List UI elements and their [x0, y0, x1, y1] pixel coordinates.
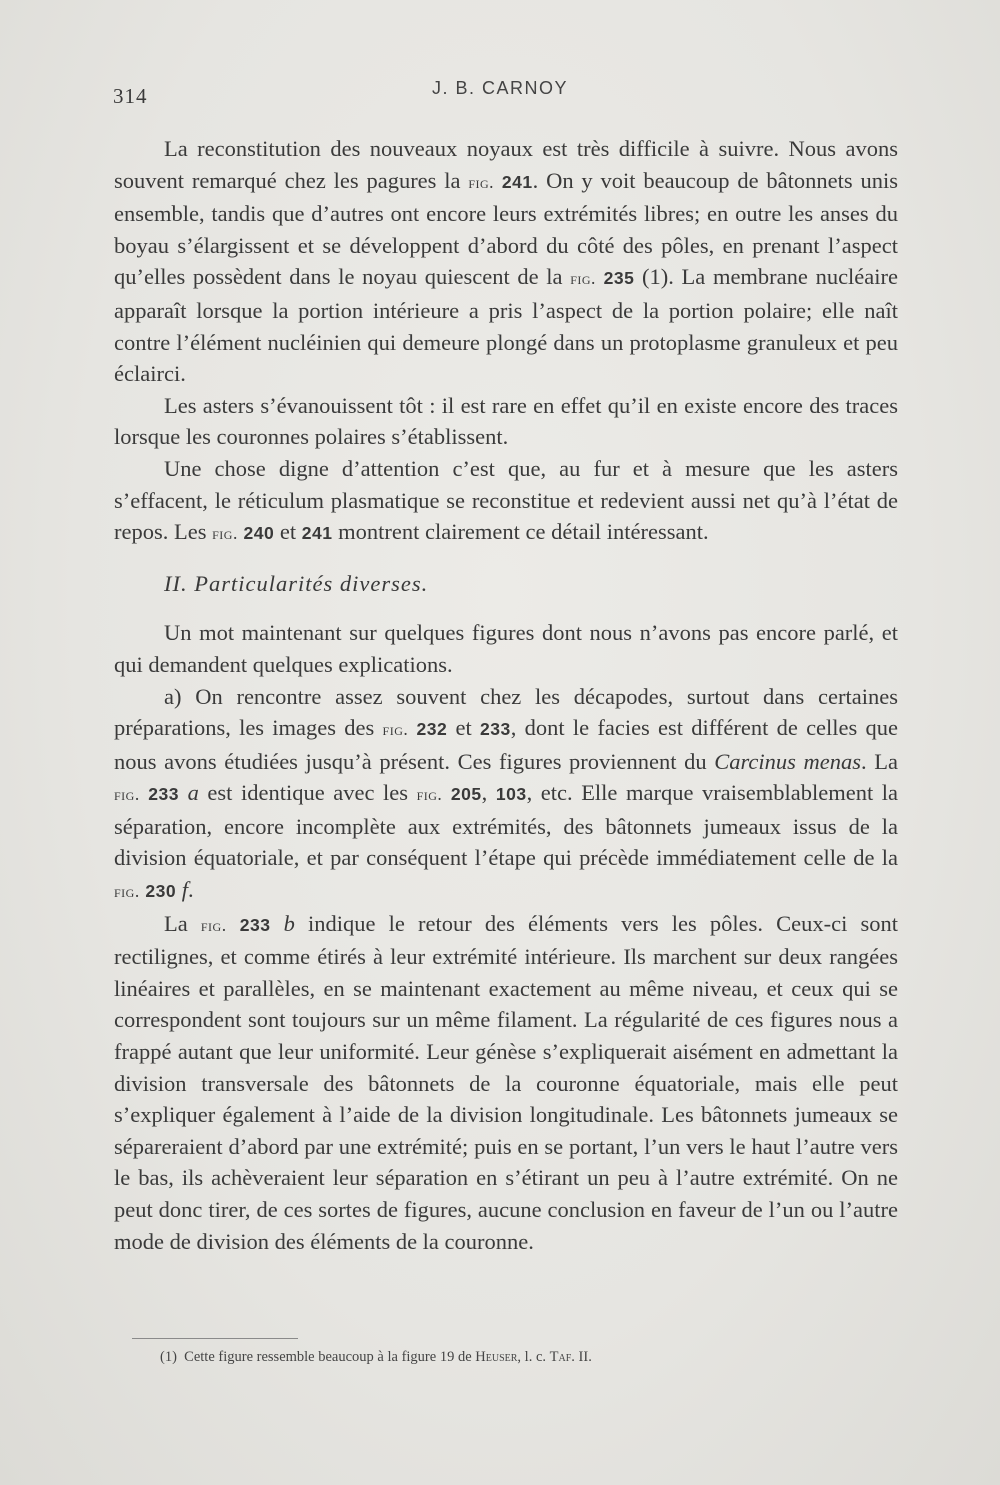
fig-number: 235 [603, 268, 635, 289]
fig-number: 233 [239, 914, 271, 935]
paragraph-5: a) On rencontre assez souvent chez les décapodes, surtout dans certaines préparations, les images des fig. 232 et 233, dont le facies est différent de celles que nous avons étudiées jusqu’à présent. Ces figures proviennent du Carcinus menas. La fig. 233 a est identique avec les fig. 205, 103, etc. Elle marque vraisemblablement la séparation, encore incomplète aux extrémités, des bâtonnets jumeaux issus de la division équatoriale, et par conséquent l’étape qui précède immédiatement celle de la fig. 230 f. [114, 683, 899, 903]
fig-number: 241 [501, 171, 533, 192]
fig-number: 230 [145, 881, 177, 902]
paragraph-3: Une chose digne d’attention c’est que, au fur et à mesure que les asters s’effacent, le réticulum plasmatique se reconstitue et redevient aussi net qu’à l’état de repos. Les fig. 240 et 241 montrent clairement ce détail intéressant. [114, 455, 898, 545]
paragraph-6: La fig. 233 b indique le retour des éléments vers les pôles. Ceux-ci sont rectilignes, et comme étirés à leur extrémité intérieure. Ils marchent sur deux rangées linéaires et parallèles, en se maintenant exactement au même niveau, et ceux qui se correspondent sont toujours sur un même filament. La régularité de ces figures nous a frappé autant que leur uniformité. Leur génèse s’expliquerait aisément en admettant la division transversale des bâtonnets de la couronne équatoriale, mais elle peut s’expliquer également à l’aide de la division longitudinale. Les bâtonnets jumeaux se sépareraient d’abord par une extrémité; puis en se portant, l’un vers le haut l’autre vers le bas, ils achèveraient leur séparation en s’étirant un peu à l’autre extrémité. On ne peut donc tirer, de ces sortes de figures, aucune conclusion en faveur de l’un ou l’autre mode de division des éléments de la couronne. [114, 910, 899, 1254]
footnote: (1) Cette figure ressemble beaucoup à la figure 19 de Heuser, l. c. Taf. II. [160, 1349, 592, 1365]
section-heading: II. Particularités diverses. [164, 570, 429, 596]
footnote-marker: (1) [160, 1349, 177, 1365]
body-text [114, 133, 898, 1257]
fig-number: 232 [416, 719, 448, 740]
paragraph-4: Un mot maintenant sur quelques figures dont nous n’avons pas encore parlé, et qui demandent quelques explications. [114, 620, 898, 677]
footnote-rule [132, 1338, 298, 1339]
paragraph-1: La reconstitution des nouveaux noyaux est très difficile à suivre. Nous avons souvent remarqué chez les pagures la fig. 241. On y voit beaucoup de bâtonnets unis ensemble, tandis que d’autres ont encore leurs extrémités libres; en outre les anses du boyau s’élargissent et se développent d’abord du côté des pôles, en prenant l’aspect qu’elles possèdent dans le noyau quiescent de la fig. 235 (1). La membrane nucléaire apparaît lorsque la portion intérieure a pris l’aspect de la portion polaire; elle naît contre l’élément nucléinien qui demeure plongé dans un protoplasme granuleux et peu éclairci. [114, 136, 899, 387]
paragraph-2: Les asters s’évanouissent tôt : il est rare en effet qu’il en existe encore des traces lorsque les couronnes polaires s’établissent. [114, 392, 898, 450]
fig-label: fig. [114, 784, 140, 805]
fig-label: fig. [114, 881, 140, 902]
fig-number: 205 [450, 784, 482, 805]
fig-number: 241 [301, 523, 333, 544]
page-number: 314 [113, 84, 148, 108]
fig-label: fig. [416, 784, 443, 805]
author-name: Heuser [475, 1349, 518, 1365]
fig-label: fig. [212, 523, 238, 544]
fig-number: 233 [480, 719, 511, 740]
fig-label: fig. [200, 914, 227, 935]
fig-number: 240 [243, 523, 275, 544]
fig-label: fig. [382, 719, 409, 740]
fig-label: fig. [570, 268, 596, 289]
running-head: J. B. CARNOY [431, 78, 569, 98]
fig-number: 103 [495, 784, 527, 805]
species-name: Carcinus menas [714, 748, 862, 774]
fig-number: 233 [148, 784, 180, 805]
fig-label: fig. [468, 171, 495, 192]
